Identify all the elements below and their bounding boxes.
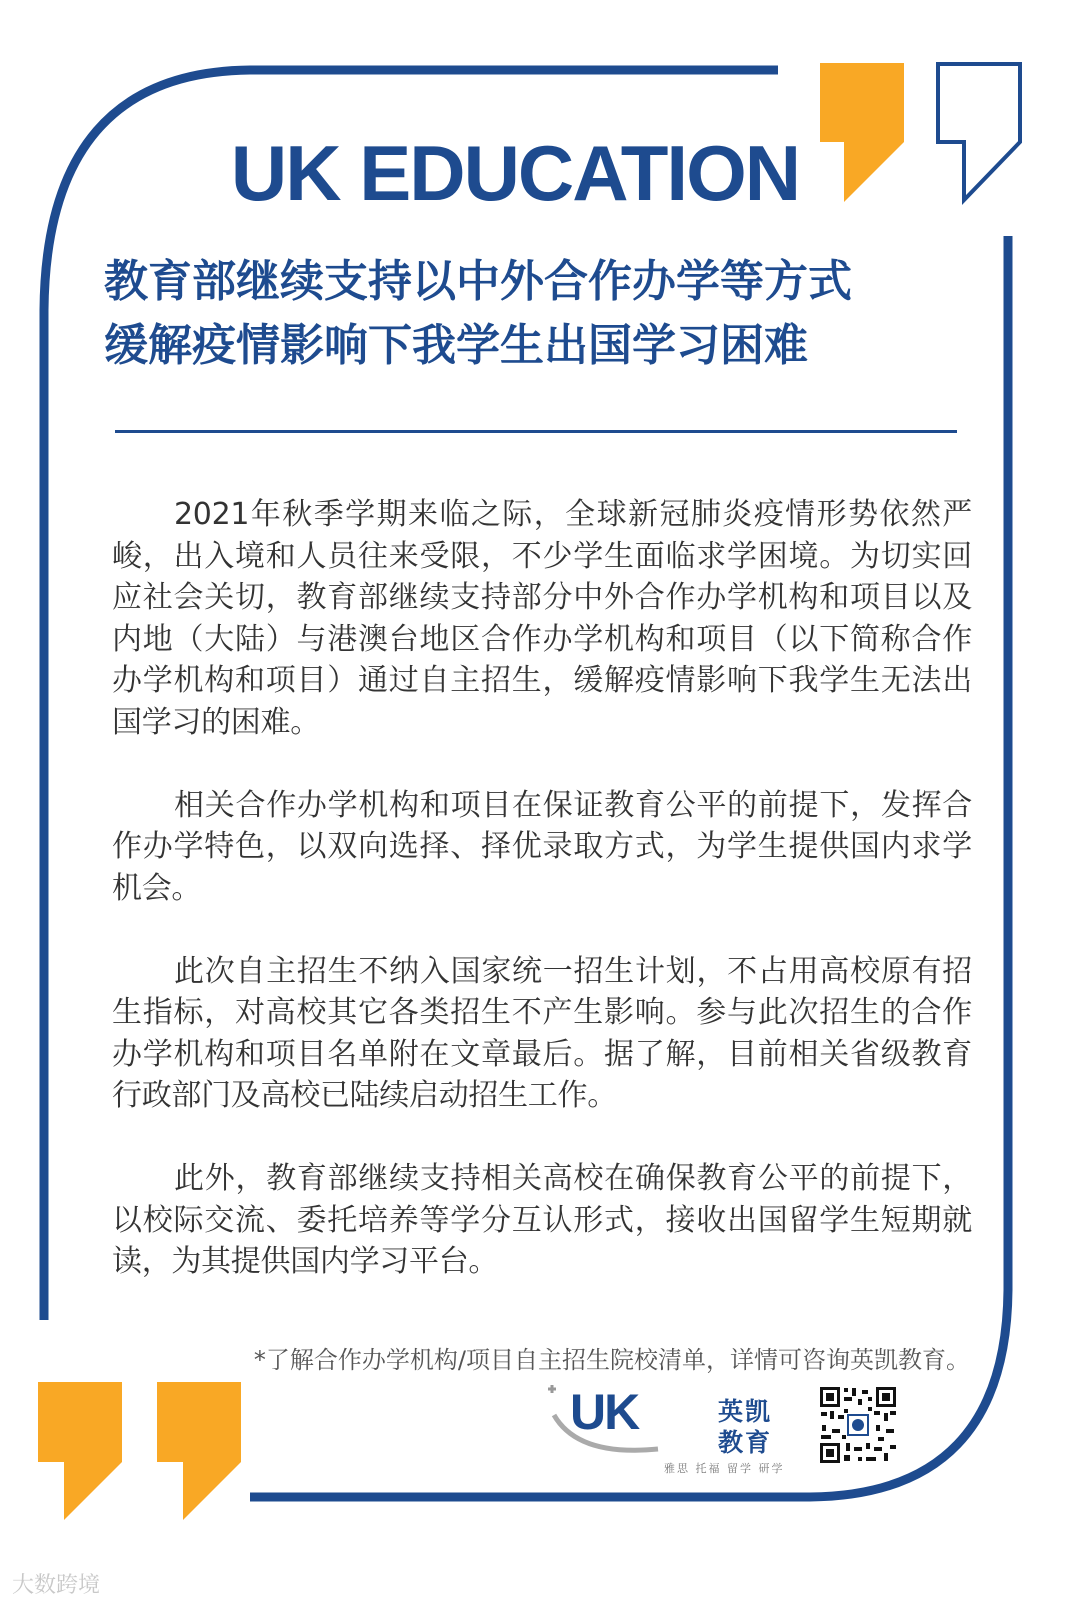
paragraph: 2021年秋季学期来临之际，全球新冠肺炎疫情形势依然严峻，出入境和人员往来受限，不少学生面临求学困境。为切实回应社会关切，教育部继续支持部分中外合作办学机构和项目以及内地（大陆）与港澳台地区合作办学机构和项目（以下简称合作办学机构和项目）通过自主招生，缓解疫情影响下我学生无法出国学习的困难。: [112, 497, 972, 740]
paragraph: 此外，教育部继续支持相关高校在确保教育公平的前提下，以校际交流、委托培养等学分互认形式，接收出国留学生短期就读，为其提供国内学习平台。: [112, 1161, 972, 1279]
quote-close-icon: [38, 1382, 122, 1520]
watermark: 大数跨境: [12, 1573, 101, 1598]
quote-close-icon: [157, 1382, 241, 1520]
brand-title: UK EDUCATION: [230, 129, 800, 217]
article-body: [112, 494, 972, 1324]
paragraph: 此次自主招生不纳入国家统一招生计划，不占用高校原有招生指标，对高校其它各类招生不产生影响。参与此次招生的合作办学机构和项目名单附在文章最后。据了解，目前相关省级教育行政部门及高校已陆续启动招生工作。: [112, 953, 972, 1113]
headline-line-2: 缓解疫情影响下我学生出国学习困难: [104, 320, 808, 371]
logo-cn-name: 英凯教育: [718, 1397, 773, 1457]
footnote: *了解合作办学机构/项目自主招生院校清单，详情可咨询英凯教育。: [253, 1346, 970, 1374]
divider: [115, 430, 957, 433]
paragraph: 相关合作办学机构和项目在保证教育公平的前提下，发挥合作办学特色，以双向选择、择优录取方式，为学生提供国内求学机会。: [112, 787, 972, 906]
headline: [104, 250, 984, 378]
uk-logo-icon: [548, 1385, 718, 1465]
logo-tagline: 雅思 托福 留学 研学: [664, 1462, 785, 1475]
logo-mark: UK: [570, 1385, 639, 1440]
headline-line-1: 教育部继续支持以中外合作办学等方式: [104, 256, 852, 307]
qr-code-icon: [818, 1385, 898, 1465]
